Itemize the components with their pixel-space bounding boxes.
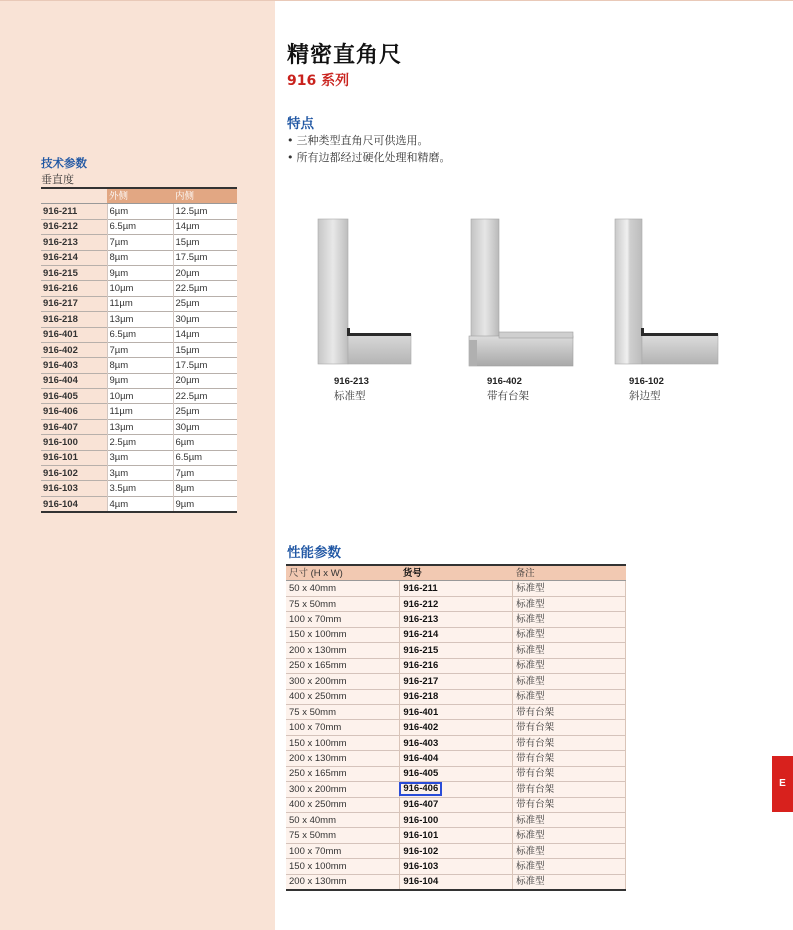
model-cell: 916-213 <box>43 236 78 248</box>
size-cell: 50 x 40mm <box>286 813 400 828</box>
inner-value-cell: 8µm <box>173 481 237 496</box>
performance-table <box>286 564 626 891</box>
inner-value-cell: 22.5µm <box>173 281 237 296</box>
model-cell: 916-216 <box>43 283 78 295</box>
model-cell: 916-101 <box>43 452 78 464</box>
model-cell: 916-104 <box>43 498 78 510</box>
item-code-cell: 916-213 <box>400 612 513 627</box>
table-row <box>41 281 237 296</box>
inner-value-cell: 9µm <box>173 496 237 512</box>
model-cell: 916-403 <box>43 359 78 371</box>
inner-value-cell: 14µm <box>173 219 237 234</box>
size-cell: 100 x 70mm <box>286 843 400 858</box>
table-row <box>41 312 237 327</box>
feature-item: • 所有边都经过硬化处理和精磨。 <box>287 149 451 166</box>
column-header: 货号 <box>400 565 513 581</box>
outer-value-cell: 6µm <box>107 204 173 219</box>
model-cell: 916-100 <box>43 436 78 448</box>
size-cell: 75 x 50mm <box>286 828 400 843</box>
remark-cell: 标准型 <box>513 612 626 627</box>
item-code-cell: 916-211 <box>400 581 513 596</box>
model-cell: 916-218 <box>43 313 78 325</box>
table-row <box>286 612 626 627</box>
table-row <box>41 435 237 450</box>
table-row <box>41 327 237 342</box>
table-row <box>286 751 626 766</box>
table-row <box>286 720 626 735</box>
outer-value-cell: 3µm <box>107 450 173 465</box>
outer-value-cell: 6.5µm <box>107 219 173 234</box>
outer-value-cell: 4µm <box>107 496 173 512</box>
table-row <box>41 419 237 434</box>
table-row <box>286 782 626 797</box>
item-code-cell: 916-403 <box>400 735 513 750</box>
table-row <box>41 204 237 219</box>
outer-value-cell: 7µm <box>107 235 173 250</box>
inner-value-cell: 20µm <box>173 373 237 388</box>
model-cell: 916-103 <box>43 483 78 495</box>
table-row <box>41 250 237 265</box>
table-row <box>41 389 237 404</box>
remark-cell: 标准型 <box>513 596 626 611</box>
outer-value-cell: 2.5µm <box>107 435 173 450</box>
table-row <box>41 235 237 250</box>
model-cell: 916-407 <box>43 421 78 433</box>
table-row <box>286 658 626 673</box>
item-code-cell: 916-212 <box>400 596 513 611</box>
item-code-cell: 916-101 <box>400 828 513 843</box>
inner-value-cell: 15µm <box>173 342 237 357</box>
perpendicularity-table <box>41 187 237 513</box>
table-header-row <box>286 565 626 581</box>
outer-value-cell: 11µm <box>107 296 173 311</box>
model-cell: 916-215 <box>43 267 78 279</box>
size-cell: 400 x 250mm <box>286 797 400 812</box>
features-heading: 特点 <box>287 116 314 132</box>
table-row <box>286 704 626 719</box>
table-row <box>41 296 237 311</box>
table-row <box>286 627 626 642</box>
remark-cell: 标准型 <box>513 581 626 596</box>
product-image-bevel-square <box>612 216 722 368</box>
item-code-cell: 916-215 <box>400 643 513 658</box>
inner-value-cell: 6.5µm <box>173 450 237 465</box>
product-image-standard-square <box>314 216 414 368</box>
model-cell: 916-102 <box>43 467 78 479</box>
feature-item: • 三种类型直角尺可供选用。 <box>287 132 451 149</box>
size-cell: 50 x 40mm <box>286 581 400 596</box>
model-cell: 916-401 <box>43 329 78 341</box>
column-header <box>41 188 107 204</box>
inner-value-cell: 17.5µm <box>173 358 237 373</box>
remark-cell: 带有台架 <box>513 720 626 735</box>
item-code-cell: 916-103 <box>400 859 513 874</box>
inner-value-cell: 17.5µm <box>173 250 237 265</box>
page-title: 精密直角尺 <box>287 43 403 68</box>
inner-value-cell: 25µm <box>173 404 237 419</box>
item-code-cell: 916-405 <box>400 766 513 781</box>
inner-value-cell: 14µm <box>173 327 237 342</box>
tech-specs-heading: 技术参数 <box>41 156 87 170</box>
table-row <box>41 450 237 465</box>
remark-cell: 标准型 <box>513 828 626 843</box>
outer-value-cell: 11µm <box>107 404 173 419</box>
item-code-cell: 916-404 <box>400 751 513 766</box>
series-label: 916 系列 <box>287 73 350 89</box>
table-row <box>41 265 237 280</box>
remark-cell: 带有台架 <box>513 704 626 719</box>
item-code-cell: 916-214 <box>400 627 513 642</box>
section-tab[interactable]: E <box>772 756 793 812</box>
remark-cell: 带有台架 <box>513 766 626 781</box>
size-cell: 75 x 50mm <box>286 596 400 611</box>
table-row <box>286 735 626 750</box>
table-row <box>286 797 626 812</box>
remark-cell: 带有台架 <box>513 751 626 766</box>
outer-value-cell: 8µm <box>107 250 173 265</box>
outer-value-cell: 8µm <box>107 358 173 373</box>
inner-value-cell: 15µm <box>173 235 237 250</box>
outer-value-cell: 10µm <box>107 281 173 296</box>
size-cell: 150 x 100mm <box>286 735 400 750</box>
table-row <box>286 843 626 858</box>
remark-cell: 标准型 <box>513 813 626 828</box>
item-code-cell: 916-401 <box>400 704 513 719</box>
column-header: 外侧 <box>107 188 173 204</box>
product-code: 916-102 <box>629 376 664 387</box>
outer-value-cell: 9µm <box>107 265 173 280</box>
size-cell: 100 x 70mm <box>286 612 400 627</box>
tech-specs-subheading: 垂直度 <box>41 173 74 186</box>
performance-heading: 性能参数 <box>287 545 341 561</box>
inner-value-cell: 12.5µm <box>173 204 237 219</box>
inner-value-cell: 30µm <box>173 419 237 434</box>
size-cell: 300 x 200mm <box>286 674 400 689</box>
table-header-row <box>41 188 237 204</box>
item-code-cell: 916-102 <box>400 843 513 858</box>
item-code-cell: 916-217 <box>400 674 513 689</box>
outer-value-cell: 3.5µm <box>107 481 173 496</box>
table-row <box>286 874 626 890</box>
model-cell: 916-404 <box>43 375 78 387</box>
table-row <box>286 643 626 658</box>
inner-value-cell: 25µm <box>173 296 237 311</box>
remark-cell: 标准型 <box>513 843 626 858</box>
remark-cell: 标准型 <box>513 674 626 689</box>
model-cell: 916-214 <box>43 252 78 264</box>
table-row <box>286 581 626 596</box>
item-code-cell <box>400 782 513 797</box>
outer-value-cell: 9µm <box>107 373 173 388</box>
table-row <box>286 859 626 874</box>
product-name: 斜边型 <box>629 390 661 402</box>
table-row <box>286 813 626 828</box>
column-header: 尺寸 (H x W) <box>286 565 400 581</box>
item-code-cell: 916-100 <box>400 813 513 828</box>
model-cell: 916-402 <box>43 344 78 356</box>
highlighted-code[interactable]: 916-406 <box>399 782 442 796</box>
size-cell: 100 x 70mm <box>286 720 400 735</box>
item-code-cell: 916-402 <box>400 720 513 735</box>
table-row <box>286 828 626 843</box>
table-row <box>41 404 237 419</box>
table-row <box>286 766 626 781</box>
size-cell: 200 x 130mm <box>286 643 400 658</box>
outer-value-cell: 7µm <box>107 342 173 357</box>
model-cell: 916-406 <box>43 406 78 418</box>
top-rule <box>0 0 793 1</box>
model-cell: 916-405 <box>43 390 78 402</box>
model-cell: 916-217 <box>43 298 78 310</box>
column-header: 备注 <box>513 565 626 581</box>
inner-value-cell: 7µm <box>173 466 237 481</box>
size-cell: 200 x 130mm <box>286 874 400 890</box>
table-row <box>41 373 237 388</box>
item-code-cell: 916-218 <box>400 689 513 704</box>
outer-value-cell: 6.5µm <box>107 327 173 342</box>
table-row <box>41 219 237 234</box>
product-name: 带有台架 <box>487 390 529 402</box>
table-row <box>41 481 237 496</box>
remark-cell: 标准型 <box>513 627 626 642</box>
inner-value-cell: 22.5µm <box>173 389 237 404</box>
item-code-cell: 916-216 <box>400 658 513 673</box>
outer-value-cell: 3µm <box>107 466 173 481</box>
remark-cell: 带有台架 <box>513 735 626 750</box>
remark-cell: 标准型 <box>513 874 626 890</box>
product-code: 916-213 <box>334 376 369 387</box>
size-cell: 200 x 130mm <box>286 751 400 766</box>
table-row <box>286 596 626 611</box>
model-cell: 916-212 <box>43 221 78 233</box>
item-code-cell: 916-104 <box>400 874 513 890</box>
column-header: 内侧 <box>173 188 237 204</box>
size-cell: 150 x 100mm <box>286 859 400 874</box>
table-row <box>286 674 626 689</box>
size-cell: 300 x 200mm <box>286 782 400 797</box>
outer-value-cell: 13µm <box>107 312 173 327</box>
item-code-cell: 916-407 <box>400 797 513 812</box>
product-code: 916-402 <box>487 376 522 387</box>
features-list <box>287 132 451 166</box>
product-image-stand-square <box>466 216 576 368</box>
outer-value-cell: 10µm <box>107 389 173 404</box>
remark-cell: 标准型 <box>513 658 626 673</box>
inner-value-cell: 30µm <box>173 312 237 327</box>
table-row <box>286 689 626 704</box>
remark-cell: 带有台架 <box>513 782 626 797</box>
table-row <box>41 466 237 481</box>
remark-cell: 带有台架 <box>513 797 626 812</box>
model-cell: 916-211 <box>43 206 78 218</box>
table-row <box>41 358 237 373</box>
outer-value-cell: 13µm <box>107 419 173 434</box>
size-cell: 250 x 165mm <box>286 658 400 673</box>
size-cell: 400 x 250mm <box>286 689 400 704</box>
remark-cell: 标准型 <box>513 689 626 704</box>
product-name: 标准型 <box>334 390 366 402</box>
size-cell: 250 x 165mm <box>286 766 400 781</box>
table-row <box>41 496 237 512</box>
size-cell: 75 x 50mm <box>286 704 400 719</box>
remark-cell: 标准型 <box>513 859 626 874</box>
size-cell: 150 x 100mm <box>286 627 400 642</box>
inner-value-cell: 20µm <box>173 265 237 280</box>
remark-cell: 标准型 <box>513 643 626 658</box>
inner-value-cell: 6µm <box>173 435 237 450</box>
table-row <box>41 342 237 357</box>
